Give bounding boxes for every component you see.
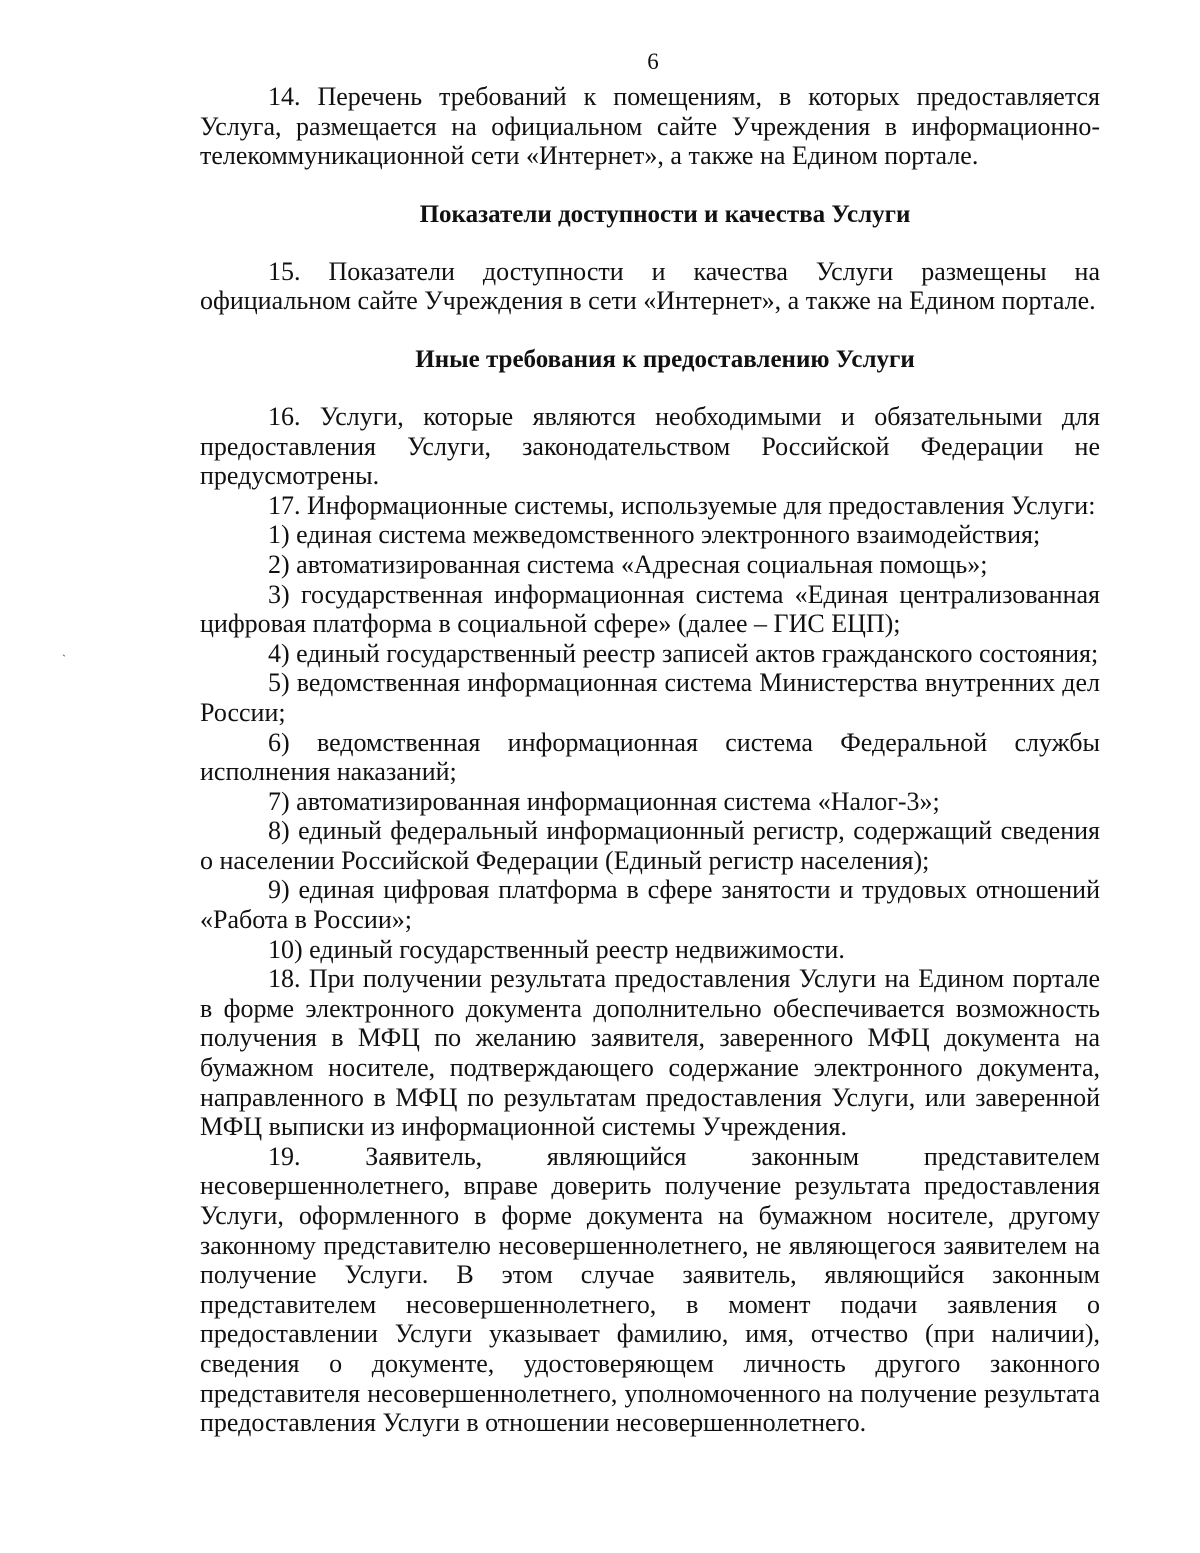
list-item-17-6: 6) ведомственная информационная система Федеральной службы исполнения наказаний; <box>200 727 1100 787</box>
list-item-17-3: 3) государственная информационная система «Единая централизованная цифровая платформа в социальной сфере» (далее – ГИС ЕЦП); <box>200 579 1100 639</box>
paragraph-14: 14. Перечень требований к помещениям, в которых предоставляется Услуга, размещается на официальном сайте Учреждения в информационно-телекоммуникационной сети «Интернет», а также на Едином портале. <box>200 82 1100 171</box>
paragraph-16: 16. Услуги, которые являются необходимыми и обязательными для предоставления Услуги, законодательством Российской Федерации не предусмотрены. <box>200 401 1100 491</box>
list-item-17-5: 5) ведомственная информационная система Министерства внутренних дел России; <box>200 668 1100 727</box>
list-item-17-9: 9) единая цифровая платформа в сфере занятости и трудовых отношений «Работа в России»; <box>200 875 1100 935</box>
list-item-17-2: 2) автоматизированная система «Адресная социальная помощь»; <box>268 549 988 579</box>
list-item-17-10: 10) единый государственный реестр недвижимости. <box>268 934 845 964</box>
paragraph-17: 17. Информационные системы, используемые для предоставления Услуги: <box>268 490 1096 520</box>
list-item-17-4: 4) единый государственный реестр записей актов гражданского состояния; <box>268 638 1099 668</box>
list-item-17-1: 1) единая система межведомственного электронного взаимодействия; <box>268 520 1041 550</box>
page-number: 6 <box>647 49 659 74</box>
section-heading-accessibility: Показатели доступности и качества Услуги <box>419 200 911 228</box>
scan-speck: ` <box>62 652 66 666</box>
paragraph-18: 18. При получении результата предоставления Услуги на Едином портале в форме электронного документа дополнительно обеспечивается возможность получения в МФЦ по желанию заявителя, заверенного МФЦ документа на бумажном носителе, подтверждающего содержание электронного документа, направленного в МФЦ по результатам предоставления Услуги, или заверенной МФЦ выписки из информационной системы Учреждения. <box>200 964 1100 1142</box>
list-item-17-7: 7) автоматизированная информационная система «Налог-3»; <box>268 786 940 816</box>
paragraph-19: 19. Заявитель, являющийся законным представителем несовершеннолетнего, вправе доверить получение результата предоставления Услуги, оформленного в форме документа на бумажном носителе, другому законному представителю несовершеннолетнего, не являющегося заявителем на получение Услуги. В этом случае заявитель, являющийся законным представителем несовершеннолетнего, в момент подачи заявления о предоставлении Услуги указывает фамилию, имя, отчество (при наличии), сведения о документе, удостоверяющем личность другого законного представителя несовершеннолетнего, уполномоченного на получение результата предоставления Услуги в отношении несовершеннолетнего. <box>200 1141 1100 1438</box>
document-body <box>200 82 1100 1438</box>
list-item-17-8: 8) единый федеральный информационный регистр, содержащий сведения о населении Российской Федерации (Единый регистр населения); <box>200 816 1100 875</box>
section-heading-other-requirements: Иные требования к предоставлению Услуги <box>415 345 915 373</box>
paragraph-15: 15. Показатели доступности и качества Услуги размещены на официальном сайте Учреждения в сети «Интернет», а также на Едином портале. <box>200 256 1100 316</box>
